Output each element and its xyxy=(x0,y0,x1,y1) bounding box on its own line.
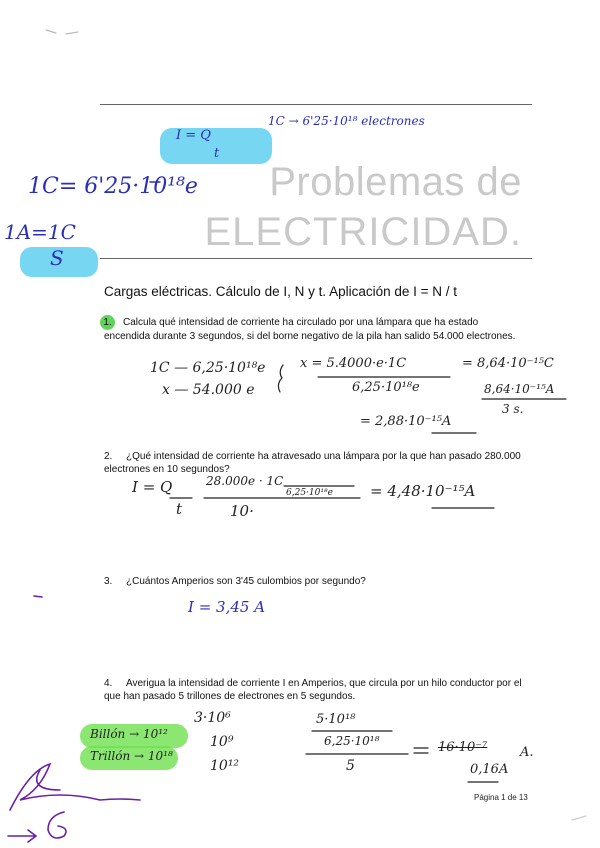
handwritten-q2-num: 28.000e · 1C xyxy=(206,474,284,488)
handwritten-q4-wrong: 16·10⁻⁷ xyxy=(438,740,488,755)
purple-six xyxy=(48,812,66,838)
handwritten-i-formula-den: t xyxy=(214,146,220,161)
handwritten-q1-frac-den: 6,25·10¹⁸e xyxy=(352,380,420,395)
handwritten-q4-num: 5·10¹⁸ xyxy=(316,712,356,727)
handwritten-q1-line2: x — 54.000 e xyxy=(162,382,255,398)
q1-brace xyxy=(278,365,283,392)
page-footer: Página 1 de 13 xyxy=(474,793,528,802)
handwritten-q4-power-1: 3·10⁶ xyxy=(194,710,231,726)
section-title: Cargas eléctricas. Cálculo de I, N y t. Aplicación de I = N / t xyxy=(104,284,458,299)
handwritten-i-formula-num: I = Q xyxy=(176,128,211,143)
handwritten-q2-lhs-den: t xyxy=(176,500,183,518)
question-text: ¿Qué intensidad de corriente ha atravesado una lámpara por la que han pasado 280.000 electrones en 10 segundos? xyxy=(104,451,521,475)
question-text: Calcula qué intensidad de corriente ha circulado por una lámpara que ha estado encendida durante 3 segundos, si del borne negativo de la pila han salido 54.000 electrones. xyxy=(104,317,516,342)
question-text: ¿Cuántos Amperios son 3'45 culombios por segundo? xyxy=(126,576,366,587)
handwritten-q1-line1: 1C — 6,25·10¹⁸e xyxy=(150,360,266,376)
handwritten-q2-inner-den: 6,25·10¹⁸e xyxy=(286,488,333,498)
question-text: Averigua la intensidad de corriente I en Amperios, que circula por un hilo conductor por el que han pasado 5 trillones de electrones en 5 segundos. xyxy=(104,678,522,702)
scan-mark-right xyxy=(572,816,586,820)
handwritten-q4-power-3: 10¹² xyxy=(210,758,240,774)
question-number: 3. xyxy=(104,576,113,587)
purple-dash xyxy=(34,596,42,597)
question-number: 1. xyxy=(100,315,115,330)
handwritten-q4-power-2: 10⁹ xyxy=(210,734,234,750)
handwritten-q4-trillon: Trillón → 10¹⁸ xyxy=(90,749,173,763)
title-line-2: ELECTRICIDAD. xyxy=(204,210,522,254)
handwritten-q4-billon: Billón → 10¹² xyxy=(90,727,168,741)
handwritten-q4-inner-den: 6,25·10¹⁸ xyxy=(324,734,380,748)
handwritten-q1-frac-num: x = 5.4000·e·1C xyxy=(300,356,407,371)
handwritten-q2-result: = 4,48·10⁻¹⁵A xyxy=(370,482,476,500)
handwritten-ampere-num: 1A=1C xyxy=(4,220,76,244)
scan-mark-top xyxy=(46,30,78,34)
title-line-1: Problemas de xyxy=(269,160,522,204)
handwritten-q1-result2-num: 8,64·10⁻¹⁵A xyxy=(484,382,555,396)
handwritten-q2-lhs: I = Q xyxy=(132,478,173,496)
q4-ampere: A. xyxy=(520,745,534,760)
handwritten-q3-answer: I = 3,45 A xyxy=(188,598,266,616)
question-number: 4. xyxy=(104,678,113,689)
handwritten-coulomb: 1C= 6'25·10¹⁸e xyxy=(28,174,198,199)
handwritten-q4-final: 0,16A xyxy=(470,762,509,777)
question-number: 2. xyxy=(104,451,113,462)
handwritten-ampere-den: S xyxy=(50,246,64,270)
handwritten-q1-final: = 2,88·10⁻¹⁵A xyxy=(360,414,452,429)
purple-scribble xyxy=(10,764,140,810)
handwritten-q1-result2-den: 3 s. xyxy=(502,402,524,416)
handwritten-q1-result1: = 8,64·10⁻¹⁵C xyxy=(462,356,554,371)
handwritten-q2-den: 10· xyxy=(230,502,254,520)
handwritten-top-note: 1C → 6'25·10¹⁸ electrones xyxy=(268,114,425,128)
purple-scribble-2 xyxy=(37,770,60,790)
purple-arrow xyxy=(8,830,36,842)
handwritten-q4-den: 5 xyxy=(346,758,355,774)
